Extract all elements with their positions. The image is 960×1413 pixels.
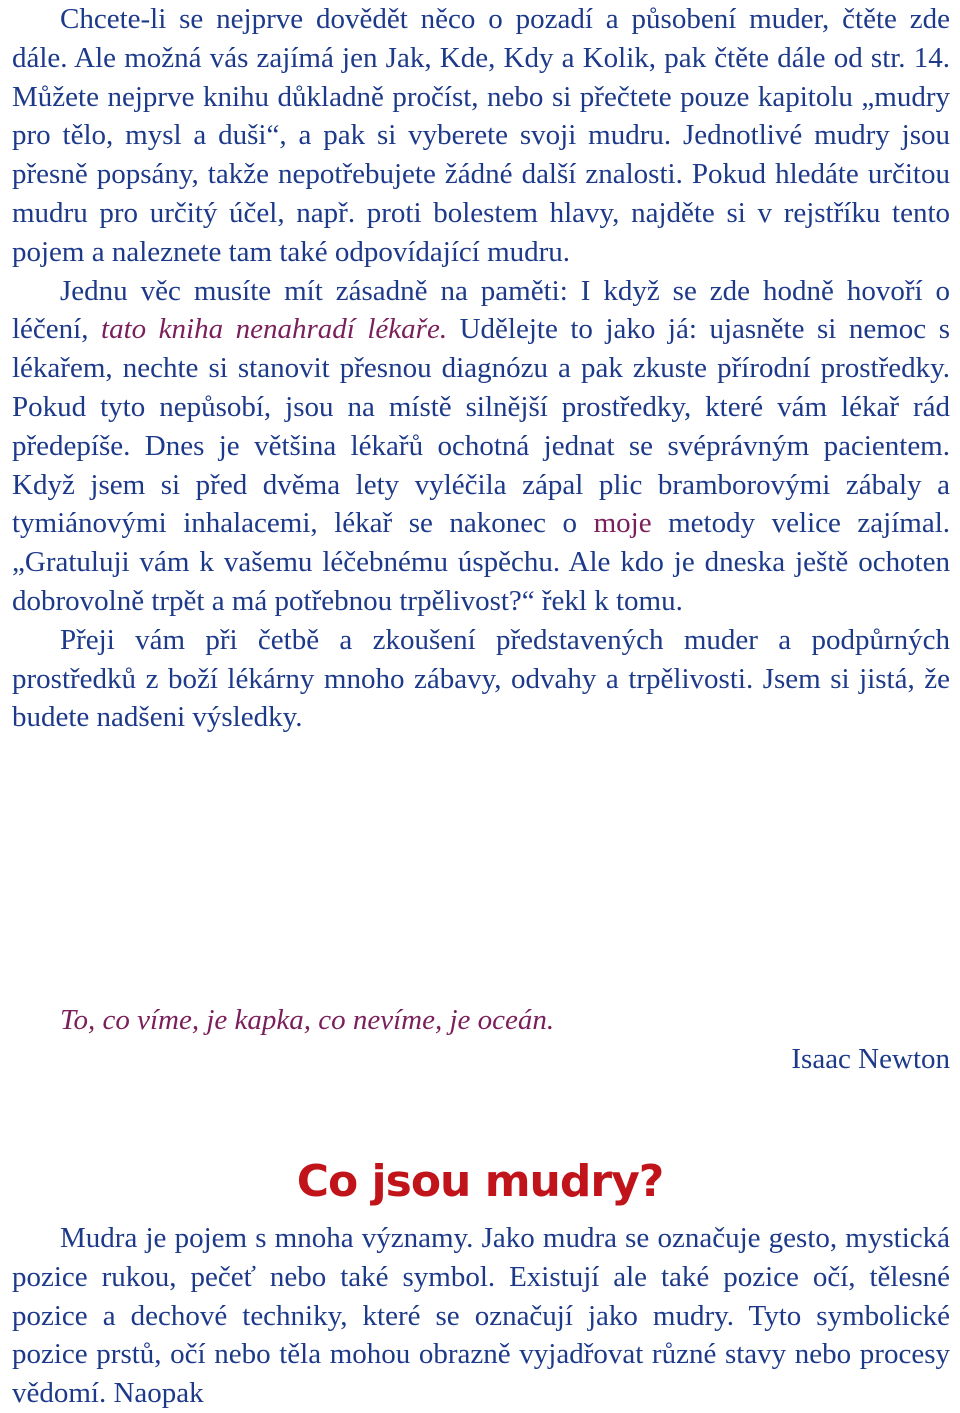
intro-paragraph-2-part-c: metody velice zajímal. „Gratuluji vám k vašemu léčebnému úspěchu. Ale kdo je dneska ještě ochoten dobrovolně trpět a má potřebnou trpělivost?“ řekl k tomu.	[12, 507, 950, 617]
intro-paragraph-1-text: Chcete-li se nejprve dovědět něco o pozadí a působení muder, čtěte zde dále. Ale možná vás zajímá jen Jak, Kde, Kdy a Kolik, pak čtěte dále od str. 14. Můžete nejprve knihu důkladně pročíst, nebo si přečtete pouze kapitolu „mudry pro tělo, mysl a duši“, a pak si vyberete svoji mudru. Jednotlivé mudry jsou přesně popsány, takže nepotřebujete žádné další znalosti. Pokud hledáte určitou mudru pro určitý účel, např. proti bolestem hlavy, najděte si v rejstříku tento pojem a naleznete tam také odpovídající mudru.	[12, 3, 950, 268]
section-heading: Co jsou mudry?	[296, 1156, 664, 1207]
intro-paragraph-2	[12, 272, 950, 621]
intro-paragraph-2-part-a: Jednu věc musíte mít zásadně na paměti: I když se zde hodně hovoří o léčení,	[12, 274, 950, 346]
section-paragraph: Mudra je pojem s mnoha významy. Jako mudra se označuje gesto, mystická pozice rukou, pečeť nebo také symbol. Existují ale také pozice očí, tělesné pozice a dechové techniky, které se označují jako mudry. Tyto symbolické pozice prstů, očí nebo těla mohou obrazně vyjadřovat různé stavy nebo procesy vědomí. Naopak	[12, 1222, 950, 1410]
quote-author: Isaac Newton	[791, 1043, 950, 1075]
intro-paragraph-1	[12, 0, 950, 272]
emphasized-moje: moje	[593, 507, 652, 540]
doctor-disclaimer: tato kniha nenahradí lékaře.	[101, 313, 448, 346]
intro-paragraph-3	[12, 621, 950, 737]
intro-paragraph-2-part-b: Udělejte to jako já: ujasněte si nemoc s lékařem, nechte si stanovit přesnou diagnózu a pak zkuste přírodní prostředky. Pokud tyto nepůsobí, jsou na místě silnější prostředky, které vám lékař rád předepíše. Dnes je většina lékařů ochotná jednat se svéprávným pacientem. Když jsem si před dvěma lety vyléčila zápal plic bramborovými zábaly a tymiánovými inhalacemi, lékař se nakonec o	[12, 313, 950, 540]
intro-paragraph-3-text: Přeji vám při četbě a zkoušení představených muder a podpůrných prostředků z boží lékárny mnoho zábavy, odvahy a trpělivosti. Jsem si jistá, že budete nadšeni výsledky.	[12, 623, 950, 734]
intro-text	[12, 0, 950, 737]
newton-quote: To, co víme, je kapka, co nevíme, je oceán.	[60, 1004, 555, 1036]
